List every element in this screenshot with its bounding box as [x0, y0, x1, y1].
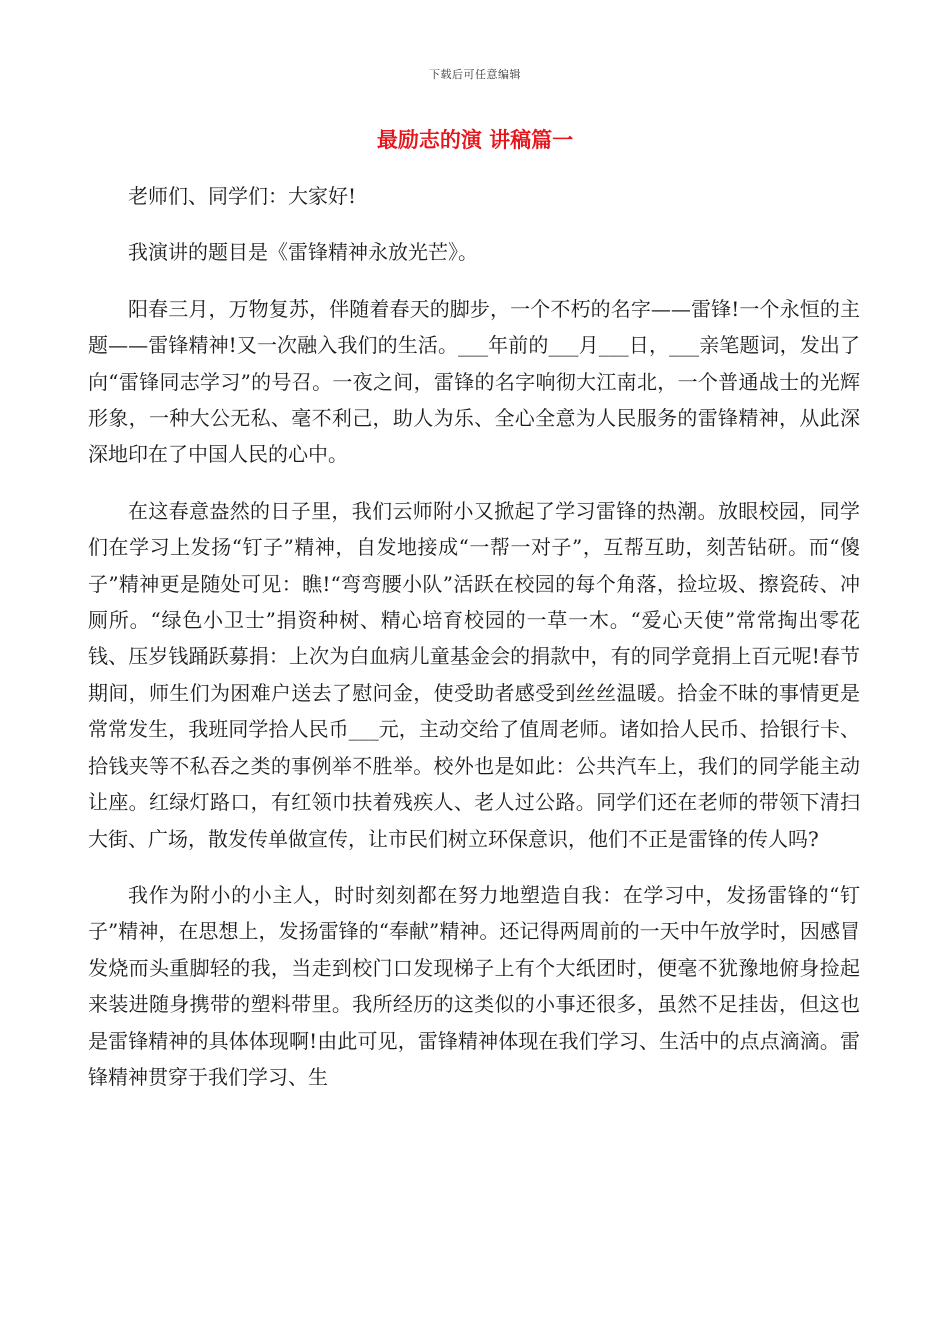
paragraph-spring: 阳春三月，万物复苏，伴随着春天的脚步，一个不朽的名字——雷锋!一个永恒的主题——雷锋精神!又一次融入我们的生活。___年前的___月___日，___亲笔题词，发出了向“雷锋同志学习”的号召。一夜之间，雷锋的名字响彻大江南北，一个普通战士的光辉形象，一种大公无私、毫不利己，助人为乐、全心全意为人民服务的雷锋精神，从此深深地印在了中国人民的心中。 [88, 296, 860, 467]
header-note: 下载后可任意编辑 [429, 68, 521, 81]
paragraph-self: 我作为附小的小主人，时时刻刻都在努力地塑造自我：在学习中，发扬雷锋的“钉子”精神，在思想上，发扬雷锋的“奉献”精神。还记得两周前的一天中午放学时，因感冒发烧而头重脚轻的我，当走到校门口发现梯子上有个大纸团时，便毫不犹豫地俯身捡起来装进随身携带的塑料带里。我所经历的这类似的小事还很多，虽然不足挂齿，但这也是雷锋精神的具体体现啊!由此可见，雷锋精神体现在我们学习、生活中的点点滴滴。雷锋精神贯穿于我们学习、生 [88, 882, 860, 1089]
paragraph-topic: 我演讲的题目是《雷锋精神永放光芒》。 [128, 240, 478, 265]
paragraph-greeting: 老师们、同学们：大家好! [128, 184, 357, 208]
document-body [88, 178, 860, 1115]
document-title: 最励志的演 讲稿篇一 [376, 128, 574, 152]
paragraph-school: 在这春意盎然的日子里，我们云师附小又掀起了学习雷锋的热潮。放眼校园，同学们在学习上发扬“钉子”精神，自发地接成“一帮一对子”，互帮互助，刻苦钻研。而“傻子”精神更是随处可见：瞧!“弯弯腰小队”活跃在校园的每个角落，捡垃圾、擦瓷砖、冲厕所。“绿色小卫士”捐资种树、精心培育校园的一草一木。“爱心天使”常常掏出零花钱、压岁钱踊跃募捐：上次为白血病儿童基金会的捐款中，有的同学竟捐上百元呢!春节期间，师生们为困难户送去了慰问金，使受助者感受到丝丝温暖。拾金不昧的事情更是常常发生，我班同学拾人民币___元，主动交给了值周老师。诸如拾人民币、拾银行卡、拾钱夹等不私吞之类的事例举不胜举。校外也是如此：公共汽车上，我们的同学能主动让座。红绿灯路口，有红领巾扶着残疾人、老人过公路。同学们还在老师的带领下清扫大街、广场，散发传单做宣传，让市民们树立环保意识，他们不正是雷锋的传人吗? [88, 498, 860, 851]
